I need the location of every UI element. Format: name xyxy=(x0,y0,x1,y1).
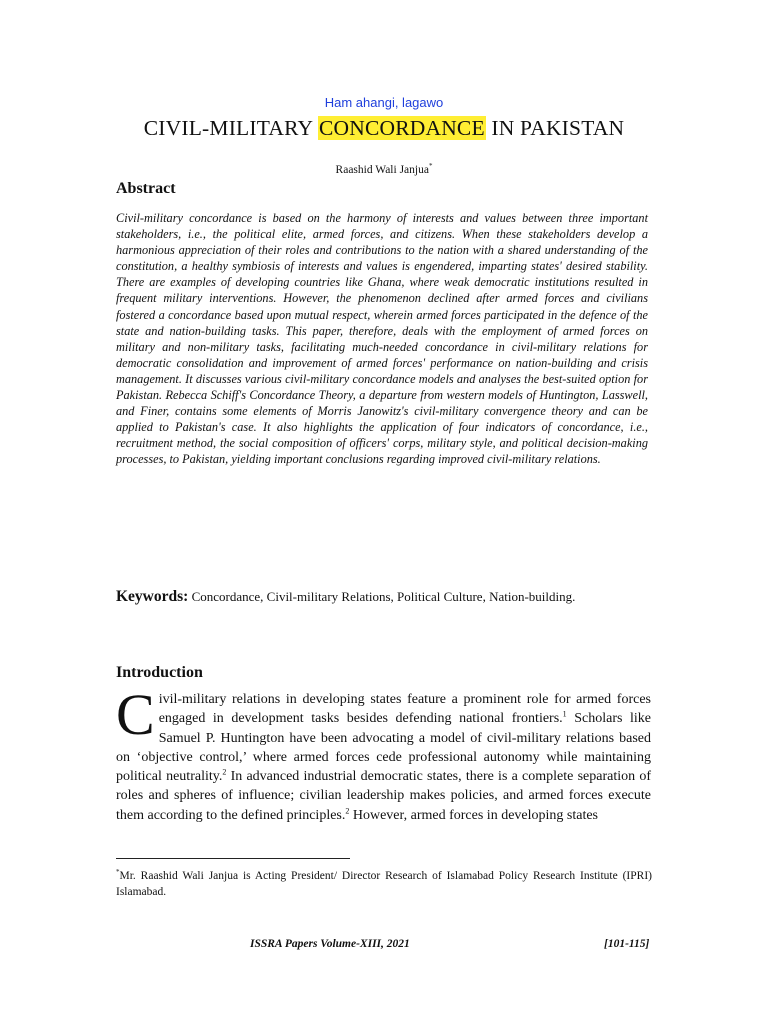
title-highlighted-word: CONCORDANCE xyxy=(318,116,485,140)
footnote-divider xyxy=(116,858,350,859)
intro-segment-2: Scholars like Samuel P. Huntington have been advocating a model of civil-military relations based on ‘objective control,’ where armed forces cede professional autonomy while maintaining political neutrality. xyxy=(116,711,651,785)
footnote-text: Mr. Raashid Wali Janjua is Acting President/ Director Research of Islamabad Policy Research Institute (IPRI) Islamabad. xyxy=(116,870,652,898)
author-footnote xyxy=(116,868,652,900)
footnote-ref-2: 2 xyxy=(222,767,227,777)
keywords xyxy=(116,586,652,607)
footnote-marker: * xyxy=(116,868,120,877)
keywords-text: Concordance, Civil-military Relations, Political Culture, Nation-building. xyxy=(188,589,576,604)
footnote-ref-1: 1 xyxy=(562,709,567,719)
paper-title xyxy=(0,116,768,141)
intro-segment-4: However, armed forces in developing states xyxy=(349,807,599,823)
keywords-label: Keywords: xyxy=(116,588,189,605)
drop-cap: C xyxy=(116,682,155,747)
footnote-ref-3: 2 xyxy=(345,806,350,816)
handwritten-annotation: Ham ahangi, lagawo xyxy=(324,95,444,110)
introduction-heading: Introduction xyxy=(116,664,203,681)
intro-segment-1: ivil-military relations in developing states feature a prominent role for armed forces engaged in development tasks besides defending national frontiers. xyxy=(158,692,651,727)
title-part-2: IN PAKISTAN xyxy=(485,116,625,140)
author-line xyxy=(0,162,768,176)
page-range: [101-115] xyxy=(604,938,650,950)
title-part-1: CIVIL-MILITARY xyxy=(143,116,318,140)
author-footnote-marker: * xyxy=(428,162,433,170)
introduction-text xyxy=(116,682,651,825)
intro-segment-3: In advanced industrial democratic states, there is a complete separation of roles and spheres of influence; civilian leadership makes policies, and armed forces execute them according to the defined principles. xyxy=(116,769,651,823)
journal-footer: ISSRA Papers Volume-XIII, 2021 xyxy=(250,938,410,950)
author-name: Raashid Wali Janjua xyxy=(335,163,429,176)
abstract-heading: Abstract xyxy=(116,180,176,197)
abstract-text: Civil-military concordance is based on the harmony of interests and values between three important stakeholders, i.e., the political elite, armed forces, and citizens. When these stakeholders develop a harmonious appreciation of their roles and contributions to the nation with a shared understanding of the constitution, a healthy symbiosis of interests and values is engendered, imparting states' desired stability. There are examples of developing countries like Ghana, where weak democratic institutions resulted in frequent military interventions. However, the phenomenon declined after armed forces and civilians fostered a concordance based upon mutual respect, wherein armed forces participated in the defence of the state and nation-building tasks. This paper, therefore, deals with the employment of armed forces on military and non-military tasks, facilitating much-needed concordance in civil-military relations for democratic consolidation and improvement of armed forces' performance on nation-building and crisis management. It discusses various civil-military concordance models and analyses the best-suited option for Pakistan. Rebecca Schiff's Concordance Theory, a departure from western models of Huntington, Lasswell, and Finer, contains some elements of Morris Janowitz's civil-military convergence theory and can be applied to Pakistan's case. It also highlights the application of four indicators of concordance, i.e., recruitment method, the social composition of officers' corps, military style, and political decision-making processes, to Pakistan, yielding important conclusions regarding improved civil-military relations. xyxy=(116,211,648,467)
